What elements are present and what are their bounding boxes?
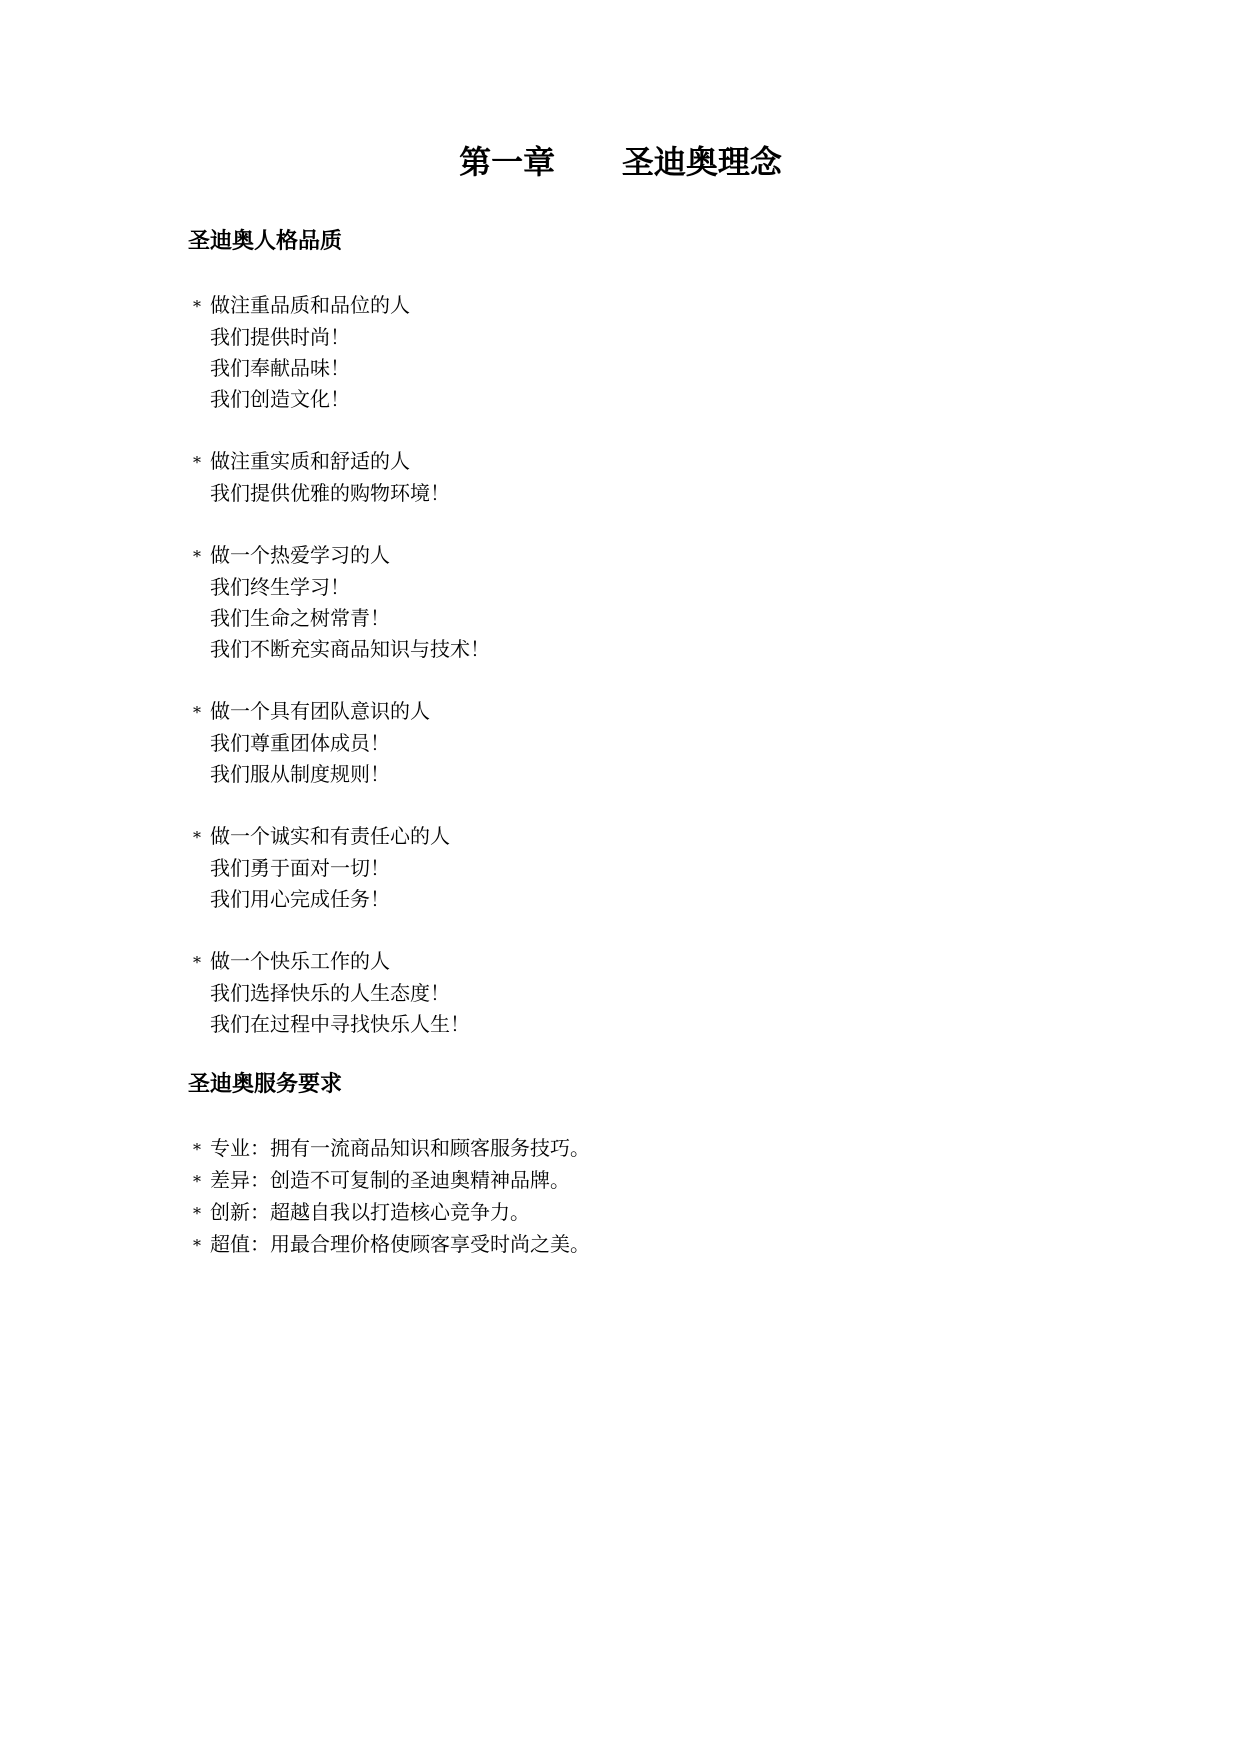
quality-line: 我们奉献品味！ (210, 356, 350, 380)
quality-line: 我们不断充实商品知识与技术！ (210, 637, 490, 661)
service-requirement-list (193, 1133, 1093, 1261)
quality-title (193, 696, 1093, 728)
quality-title (193, 821, 1093, 853)
quality-group (193, 540, 1093, 665)
quality-group (193, 821, 1093, 915)
service-item (193, 1133, 1093, 1165)
service-item-text: 专业：拥有一流商品知识和顾客服务技巧。 (210, 1136, 590, 1160)
service-item (193, 1165, 1093, 1197)
quality-line: 我们在过程中寻找快乐人生！ (210, 1012, 470, 1036)
quality-title (193, 290, 1093, 322)
bullet-marker: * (193, 1236, 201, 1255)
quality-title (193, 446, 1093, 478)
quality-line: 我们选择快乐的人生态度！ (210, 981, 450, 1005)
quality-line: 我们服从制度规则！ (210, 762, 390, 786)
quality-title (193, 540, 1093, 572)
quality-group (193, 946, 1093, 1040)
service-item-text: 创新：超越自我以打造核心竞争力。 (210, 1200, 530, 1224)
bullet-marker: * (193, 703, 201, 722)
bullet-marker: * (193, 297, 201, 316)
bullet-marker: * (193, 453, 201, 472)
quality-title-text: 做一个热爱学习的人 (210, 543, 390, 567)
bullet-marker: * (193, 953, 201, 972)
quality-line: 我们提供时尚！ (210, 325, 350, 349)
chapter-title: 第一章 圣迪奥理念 (459, 143, 782, 181)
service-item-text: 超值：用最合理价格使顾客享受时尚之美。 (210, 1232, 590, 1256)
quality-group (193, 446, 1093, 509)
bullet-marker: * (193, 547, 201, 566)
bullet-marker: * (193, 1204, 201, 1223)
quality-title-text: 做注重实质和舒适的人 (210, 449, 410, 473)
bullet-marker: * (193, 1172, 201, 1191)
quality-title-text: 做一个具有团队意识的人 (210, 699, 430, 723)
quality-line: 我们用心完成任务！ (210, 887, 390, 911)
quality-line: 我们提供优雅的购物环境！ (210, 481, 450, 505)
service-item (193, 1197, 1093, 1229)
quality-line: 我们终生学习！ (210, 575, 350, 599)
quality-group (193, 696, 1093, 790)
service-item (193, 1229, 1093, 1261)
quality-line: 我们创造文化！ (210, 387, 350, 411)
quality-line: 我们尊重团体成员！ (210, 731, 390, 755)
quality-line: 我们勇于面对一切！ (210, 856, 390, 880)
bullet-marker: * (193, 1140, 201, 1159)
quality-line: 我们生命之树常青！ (210, 606, 390, 630)
bullet-marker: * (193, 828, 201, 847)
quality-group (193, 290, 1093, 415)
quality-title-text: 做一个快乐工作的人 (210, 949, 390, 973)
quality-title (193, 946, 1093, 978)
quality-title-text: 做一个诚实和有责任心的人 (210, 824, 450, 848)
section-heading-service: 圣迪奥服务要求 (188, 1072, 343, 1097)
quality-title-text: 做注重品质和品位的人 (210, 293, 410, 317)
section-heading-personality: 圣迪奥人格品质 (188, 229, 343, 254)
personality-quality-list (193, 290, 1093, 1071)
service-item-text: 差异：创造不可复制的圣迪奥精神品牌。 (210, 1168, 570, 1192)
